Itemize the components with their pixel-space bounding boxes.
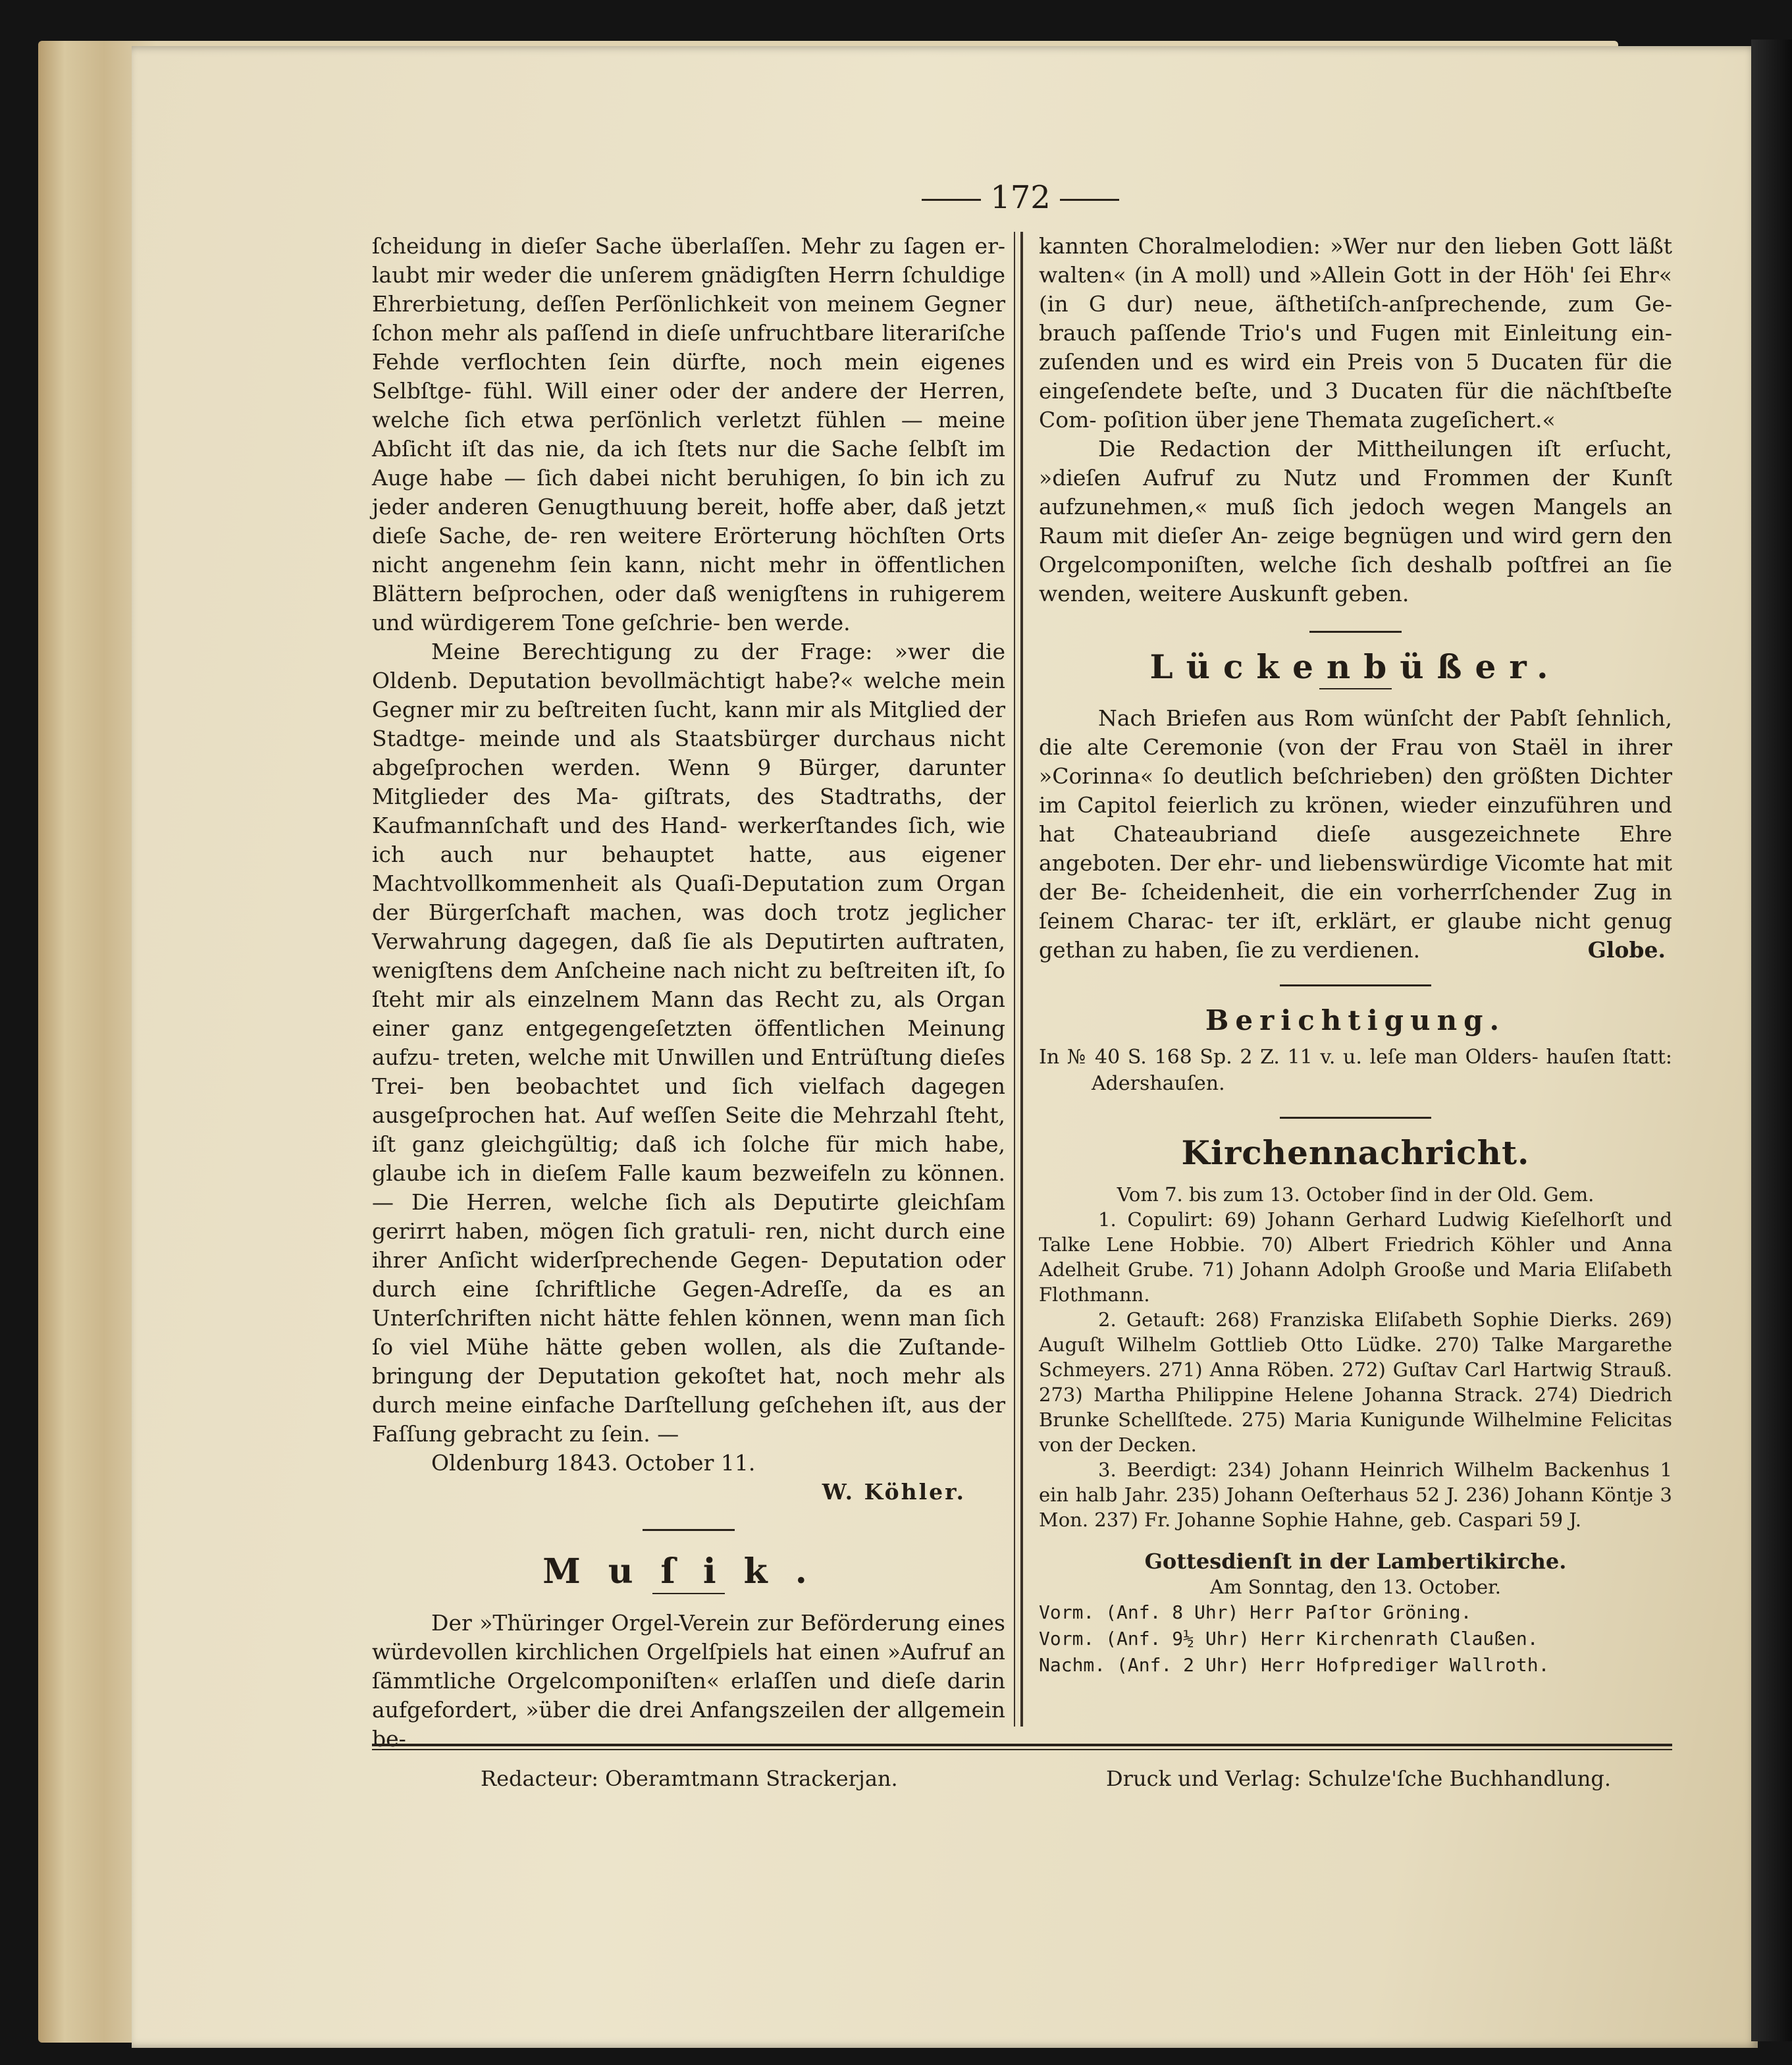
line: ſich ſo viel Mühe hätte geben wollen, als die Zuſtande- — [372, 1305, 1005, 1360]
header-dash-right — [1060, 199, 1119, 201]
heading-underline — [1319, 688, 1392, 689]
line: Nach Briefen aus Rom wünſcht der Pabſt ſehnlich, — [1098, 705, 1672, 731]
line: aufgefordert, »über die drei Anfangszeilen der allgemein be- — [372, 1697, 1005, 1752]
line: würdevollen kirchlichen Orgelſpiels hat einen »Aufruf an — [372, 1639, 1005, 1665]
line: Organ der Bürgerſchaft machen, was doch trotz jeglicher — [372, 871, 1005, 925]
line: meine einfache Darſtellung geſchehen iſt, aus der Faſſung — [372, 1392, 1005, 1447]
line: etwa perſönlich verletzt fühlen — meine Abſicht iſt das — [372, 407, 1005, 462]
line: kann, nicht mehr in öffentlichen Blättern beſprochen, oder — [372, 552, 1005, 606]
line: muß ſich jedoch wegen Mangels an Raum mit dieſer An- — [1039, 494, 1672, 549]
line: eingeſendete beſte, und 3 Ducaten für die nächſtbeſte Com- — [1039, 378, 1672, 433]
line: Verwahrung dagegen, daß ſie als Deputirten auftraten, — [372, 928, 1005, 954]
line: meinde und als Staatsbürger durchaus nicht abgeſprochen — [372, 726, 1005, 780]
section-rule — [1309, 631, 1402, 633]
dateline: Oldenburg 1843. October 11. — [431, 1450, 756, 1476]
line: Fehde verflochten ſein dürfte, noch mein eigenes Selbſtge- — [372, 349, 1005, 404]
kirchen-intro: Vom 7. bis zum 13. October ſind in der Old. Gem. — [1117, 1183, 1594, 1206]
line: ter iſt, erklärt, er glaube nicht genug gethan zu haben, ſie — [1039, 908, 1672, 963]
line: ſteht mir als einzelnem Mann das Recht zu, als Organ — [372, 986, 1005, 1012]
line: Ehr« (in G dur) neue, äſthetiſch-anſprechende, zum Ge- — [1039, 262, 1672, 317]
line: Aufruf zu Nutz und Frommen der Kunſt aufzunehmen,« — [1039, 465, 1672, 520]
section-rule — [1280, 1117, 1431, 1119]
line: giſtrats, des Stadtraths, der Kaufmannſchaft und des Hand- — [372, 784, 1005, 838]
footer-rule-thin — [372, 1749, 1672, 1750]
line: treten, welche mit Unwillen und Entrüſtung dieſes Trei- — [372, 1044, 1005, 1099]
page-number: 172 — [990, 179, 1051, 216]
line: gebracht zu ſein. — — [463, 1421, 679, 1447]
berichtigung-heading: Berichtigung. — [1205, 1004, 1506, 1036]
signature: W. Köhler. — [822, 1479, 966, 1505]
musik-para — [372, 1609, 1005, 1754]
line: kaum bezweifeln zu können. — Die Herren, welche ſich — [372, 1160, 1005, 1215]
line: Der »Thüringer Orgel-Verein zur Beförderung eines — [431, 1610, 1005, 1636]
line: poſition über jene Themata zugeſichert.« — [1103, 407, 1556, 433]
line: zuſenden und es wird ein Preis von 5 Ducaten für die — [1039, 349, 1672, 375]
line: Capitol feierlich zu krönen, wieder einzuführen und hat — [1039, 792, 1672, 847]
musik-continued — [1039, 232, 1672, 435]
redaction-para — [1039, 435, 1672, 608]
footer-publisher: Druck und Verlag: Schulze'ſche Buchhandlung. — [1106, 1766, 1611, 1791]
line: Deputation oder durch eine ſchriftliche Gegen-Adreſſe, da — [372, 1247, 1006, 1302]
line: ſich deshalb poſtfrei an ſie wenden, weitere Auskunft geben. — [1039, 552, 1672, 606]
column-divider-thin — [1014, 232, 1015, 1727]
line: bringung der Deputation gekoſtet hat, noch mehr als durch — [372, 1363, 1005, 1418]
left-para-2 — [372, 637, 1005, 1449]
line: In № 40 S. 168 Sp. 2 Z. 11 v. u. leſe man Olders- — [1039, 1046, 1546, 1069]
copulirt-entry: 1. Copulirt: 69) Johann Gerhard Ludwig Kieſelhorſt und Talke Lene Hobbie. 70) Albert Friedrich Köhler und Anna Adelheit Grube. 71) Johann Adolph Grooße und Maria Eliſabeth Flothmann. — [1039, 1208, 1672, 1306]
berichtigung-text — [1039, 1044, 1672, 1097]
line: daß wenigſtens in ruhigerem und würdigerem Tone geſchrie- — [372, 581, 1006, 635]
line: ſchon mehr als paſſend in dieſe unfruchtbare literariſche — [372, 320, 1005, 346]
line: ben beobachtet und ſich vielfach dagegen ausgeſprochen hat. — [372, 1073, 1005, 1128]
gottesdienst-heading: Gottesdienſt in der Lambertikirche. — [1144, 1549, 1567, 1574]
line: zeige begnügen und wird gern den Orgelcomponiſten, welche — [1039, 523, 1672, 577]
service-list — [1039, 1599, 1672, 1678]
line: zu beſtreiten ſucht, kann mir als Mitglied der Stadtge- — [372, 697, 1005, 751]
line: wenigſtens dem Anſcheine nach nicht zu beſtreiten iſt, ſo — [372, 957, 1005, 983]
line: ren weitere Erörterung höchſten Orts nicht angenehm ſein — [372, 523, 1005, 577]
line: Der ehr- und liebenswürdige Vicomte hat mit der Be- — [1039, 850, 1672, 905]
beerdigt-entry: 3. Beerdigt: 234) Johann Heinrich Wilhelm Backenhus 1 ein halb Jahr. 235) Johann Oeſterhaus 52 J. 236) Johann Köntje 3 Mon. 237) Fr. Johanne Sophie Hahne, geb. Caspari 59 J. — [1039, 1459, 1672, 1531]
service-item: Vorm. (Anf. 8 Uhr) Herr Paſtor Gröning. — [1039, 1601, 1472, 1623]
line: als Deputirte gleichſam gerirrt haben, mögen ſich gratuli- — [372, 1189, 1005, 1244]
right-column — [1039, 232, 1672, 1678]
line: nie, da ich ſtets nur die Sache ſelbſt im Auge habe — — [372, 436, 1006, 491]
line: werkerſtandes ſich, wie ich auch nur behauptet hatte, aus — [372, 813, 1006, 867]
line: zu verdienen. — [1271, 937, 1421, 963]
luecken-heading: Lückenbüßer. — [1149, 647, 1562, 686]
luecken-para — [1039, 704, 1672, 965]
line: walten« (in A moll) und »Allein Gott in der Höh' ſei — [1039, 262, 1619, 288]
left-para-1 — [372, 232, 1005, 637]
line: eigener Machtvollkommenheit als Quaſi-Deputation zum — [372, 842, 1005, 896]
line: ſcheidung in dieſer Sache überlaſſen. Mehr zu ſagen er- — [372, 233, 1005, 259]
line: es an Unterſchriften nicht hätte fehlen können, wenn man — [372, 1276, 1005, 1331]
line: ren, nicht durch eine ihrer Anſicht widerſprechende Gegen- — [372, 1218, 1005, 1273]
line: Meine Berechtigung zu der Frage: »wer die Oldenb. — [372, 639, 1005, 693]
section-rule — [643, 1529, 735, 1531]
line: laubt mir weder die unſerem gnädigſten Herrn ſchuldige — [372, 262, 1005, 288]
line: hauſen ſtatt: Adershauſen. — [1092, 1046, 1672, 1095]
column-divider — [1020, 232, 1023, 1727]
service-item: Nachm. (Anf. 2 Uhr) Herr Hofprediger Wallroth. — [1039, 1654, 1550, 1676]
line: daß ich ſolche für mich habe, glaube ich in dieſem Falle — [372, 1131, 1005, 1186]
line: Ehrerbietung, deſſen Perſönlichkeit von meinem Gegner — [372, 291, 1005, 317]
line: einer ganz entgegengeſetzten öffentlichen Meinung aufzu- — [372, 1015, 1005, 1070]
line: ſcheidenheit, die ein vorherrſchender Zug in ſeinem Charac- — [1039, 879, 1672, 934]
line: die alte Ceremonie (von der Frau von Staël in ihrer — [1039, 734, 1672, 760]
service-item: Vorm. (Anf. 9½ Uhr) Herr Kirchenrath Claußen. — [1039, 1628, 1539, 1649]
line: Auf weſſen Seite die Mehrzahl ſteht, iſt ganz gleichgültig; — [372, 1102, 1005, 1157]
line: ben werde. — [727, 610, 851, 635]
line: fühl. Will einer oder der andere der Herren, welche ſich — [372, 378, 1005, 433]
musik-heading: Muſik. — [542, 1551, 835, 1592]
line: Chateaubriand dieſe ausgezeichnete Ehre angeboten. — [1039, 821, 1673, 876]
section-rule — [1280, 984, 1431, 986]
heading-underline — [652, 1593, 725, 1594]
line: »Corinna« ſo deutlich beſchrieben) den größten Dichter im — [1039, 763, 1672, 818]
line: ſämmtliche Orgelcomponiſten« erlaſſen und dieſe darin — [372, 1668, 1005, 1694]
line: Deputation bevollmächtigt habe?« welche mein Gegner mir — [372, 668, 1006, 722]
getauft-entry: 2. Getauft: 268) Franziska Eliſabeth Sophie Dierks. 269) Auguſt Wilhelm Gottlieb Otto Lüdke. 270) Talke Margarethe Schmeyers. 271) Anna Röben. 272) Guſtav Carl Hartwig Strauß. 273) Martha Philippine Helene Johanna Strack. 274) Diedrich Brunke Schellſtede. 275) Maria Kunigunde Wilhelmine Felicitas von der Decken. — [1039, 1308, 1672, 1456]
line: ſich dabei nicht beruhigen, ſo bin ich zu jeder anderen — [372, 465, 1005, 520]
line: kannten Choralmelodien: »Wer nur den lieben Gott läßt — [1039, 233, 1672, 259]
header-dash-left — [922, 199, 981, 201]
source-attribution: Globe. — [1587, 937, 1666, 963]
gottesdienst-date: Am Sonntag, den 13. October. — [1210, 1576, 1501, 1598]
line: Genugthuung bereit, hoffe aber, daß jetzt dieſe Sache, de- — [372, 494, 1005, 549]
left-column — [372, 232, 1005, 1754]
line: werden. Wenn 9 Bürger, darunter Mitglieder des Ma- — [372, 755, 1005, 809]
line: brauch paſſende Trio's und Fugen mit Einleitung ein- — [1039, 320, 1672, 346]
kirchennachricht-heading: Kirchennachricht. — [1181, 1133, 1530, 1172]
page-header — [909, 179, 1132, 216]
footer-rule — [372, 1744, 1672, 1746]
footer-editor: Redacteur: Oberamtmann Strackerjan. — [481, 1766, 898, 1791]
line: Die Redaction der Mittheilungen iſt erſucht, »dieſen — [1039, 436, 1672, 491]
